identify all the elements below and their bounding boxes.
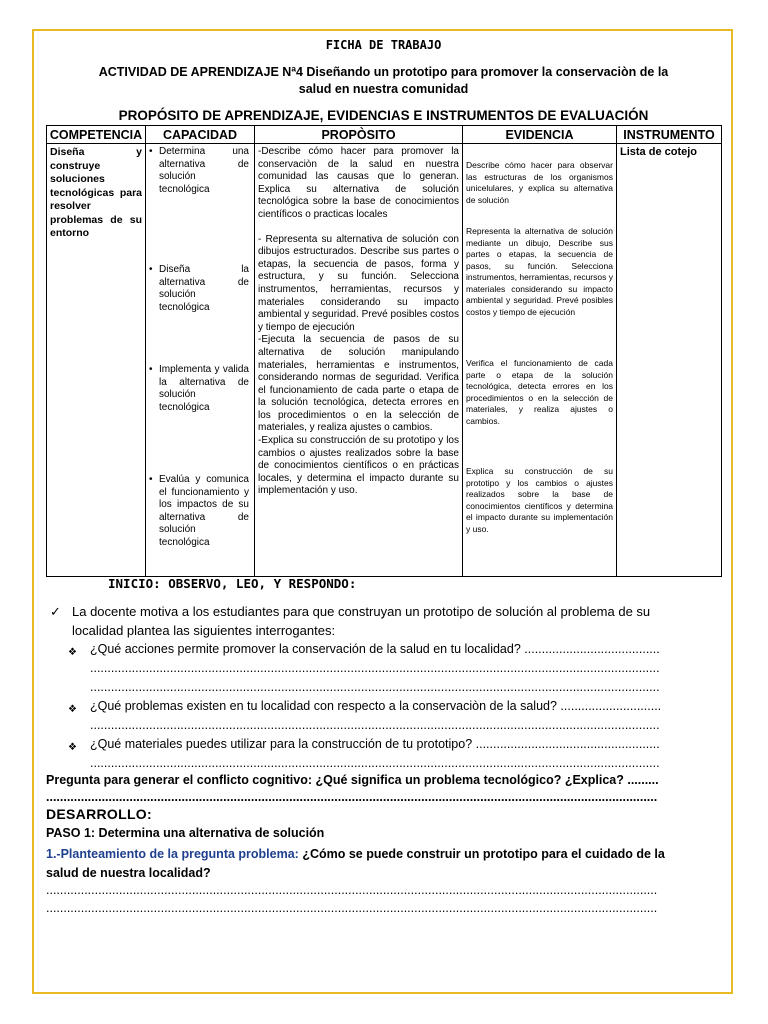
proposito-text: -Explica su construcción de su prototipo y los cambios o ajustes realizados sobre la base de conocimientos científicos o en prácticas locales, y determina el impacto durante su implementación y uso. [258,435,459,497]
answer-line[interactable] [68,659,660,678]
table-header-row [47,126,722,144]
bullet-icon: • [149,146,153,157]
answer-line[interactable] [46,901,658,915]
answer-line[interactable] [46,790,658,804]
evidencia-text: Describe cómo hacer para observar las estructuras de los organismos unicelulares, y explica su alternativa de solución [466,160,613,205]
planteamiento-question: ¿Cómo se puede construir un prototipo para el cuidado de la salud de nuestra localidad? [46,847,665,880]
header-instrumento: INSTRUMENTO [617,126,722,144]
intro-paragraph [50,602,670,640]
proposito-text: -Ejecuta la secuencia de pasos de su alternativa de solución manipulando materiales, herramientas e instrumentos, considerando normas de seguridad. Verifica el funcionamiento de cada parte o etapa de la solución tecnológica, detecta errores en los procedimientos o en la selección de materiales, y realiza ajustes o cambios. [258,334,459,434]
capacidad-text: Evalúa y comunica el funcionamiento y los impactos de su alternativa de solución tecnológica [159,474,249,548]
actividad-title: ACTIVIDAD DE APRENDIZAJE Nª4 Diseñando un prototipo para promover la conservaciòn de la salud en nuestra comunidad [98,65,669,96]
capacidad-item [149,264,251,314]
answer-line[interactable] [68,716,660,735]
capacidad-item [149,146,251,196]
capacidad-cell [146,144,255,577]
answer-line[interactable] [68,754,660,773]
evidencia-text: Explica su construcción de su prototipo y los cambios o ajustes realizados sobre la base de conocimientos científicos y determina el impacto durante su implementación y uso. [466,466,613,534]
evaluation-table [46,125,722,577]
evidencia-cell [463,144,617,577]
desarrollo-title: DESARROLLO: [46,806,152,822]
bullet-icon: • [149,474,153,485]
intro-text: La docente motiva a los estudiantes para que construyan un prototipo de solución al problema de su localidad plantea las siguientes interrogantes: [72,604,651,638]
proposito-heading: PROPÓSITO DE APRENDIZAJE, EVIDENCIAS E INSTRUMENTOS DE EVALUACIÓN [118,108,649,123]
evidencia-text: Representa la alternativa de solución mediante un dibujo, Describe sus partes o etapas, la secuencia de pasos, su función. Selecciona instrumentos, herramientas, recursos y materiales considerando su impacto ambiental y seguridad. Prevé posibles costos y tiempo de ejecución [466,226,613,317]
header-capacidad: CAPACIDAD [146,126,255,144]
paso-title: PASO 1: Determina una alternativa de solución [46,826,325,840]
proposito-cell [255,144,463,577]
evidencia-text: Verifica el funcionamiento de cada parte o etapa de la solución tecnológica, detecta errores en los procedimientos o en la selección de materiales, y realiza ajustes o cambios. [466,358,613,426]
diamond-bullet-icon: ❖ [68,647,77,658]
header-competencia: COMPETENCIA [47,126,146,144]
conflicto-question: Pregunta para generar el conflicto cognitivo: ¿Qué significa un problema tecnológico? ¿Explica? ..... [46,773,658,787]
question-text: ¿Qué acciones permite promover la conservación de la salud en tu localidad? ..... [68,640,660,659]
planteamiento [46,845,666,883]
capacidad-item [149,474,251,549]
header-evidencia: EVIDENCIA [463,126,617,144]
instrumento-text: Lista de cotejo [620,146,698,158]
diamond-bullet-icon: ❖ [68,742,77,753]
header-proposito: PROPÒSITO [255,126,463,144]
capacidad-item [149,364,251,414]
instrumento-cell [617,144,722,577]
question-text: ¿Qué problemas existen en tu localidad con respecto a la conservaciòn de la salud? ..... [68,697,660,716]
question-item [68,735,660,773]
answer-line[interactable] [68,678,660,697]
inicio-title: INICIO: OBSERVO, LEO, Y RESPONDO: [108,576,357,591]
answer-line[interactable] [46,883,658,897]
bullet-icon: • [149,264,153,275]
question-item [68,697,660,735]
table-row [47,144,722,577]
proposito-text: - Representa su alternativa de solución con dibujos estructurados. Describe sus partes o etapas, la secuencia de pasos, forma y estructura, y su función. Selecciona instrumentos, herramientas, recursos y materiales considerando su impacto ambiental y seguridad. Prevé posibles costos y tiempo de ejecución [258,233,459,333]
capacidad-text: Determina una alternativa de solución tecnológica [159,146,249,195]
checkmark-icon: ✓ [50,604,61,619]
question-item [68,640,660,697]
diamond-bullet-icon: ❖ [68,704,77,715]
bullet-icon: • [149,364,153,375]
competencia-cell [47,144,146,577]
capacidad-text: Implementa y valida la alternativa de solución tecnológica [159,364,249,413]
competencia-text: Diseña y construye soluciones tecnológicas para resolver problemas de su entorno [50,146,142,239]
proposito-text: -Describe cómo hacer para promover la conservaciòn de la salud en nuestra comunidad las causas que lo generan. Explica su alternativa de solución tecnológica sobre la base de conocimientos científicos o practicas locales [258,146,459,220]
planteamiento-label: 1.-Planteamiento de la pregunta problema: [46,847,299,861]
capacidad-text: Diseña la alternativa de solución tecnológica [159,264,249,313]
ficha-title: FICHA DE TRABAJO [325,38,442,52]
question-text: ¿Qué materiales puedes utilizar para la construcción de tu prototipo? ..... [68,735,660,754]
